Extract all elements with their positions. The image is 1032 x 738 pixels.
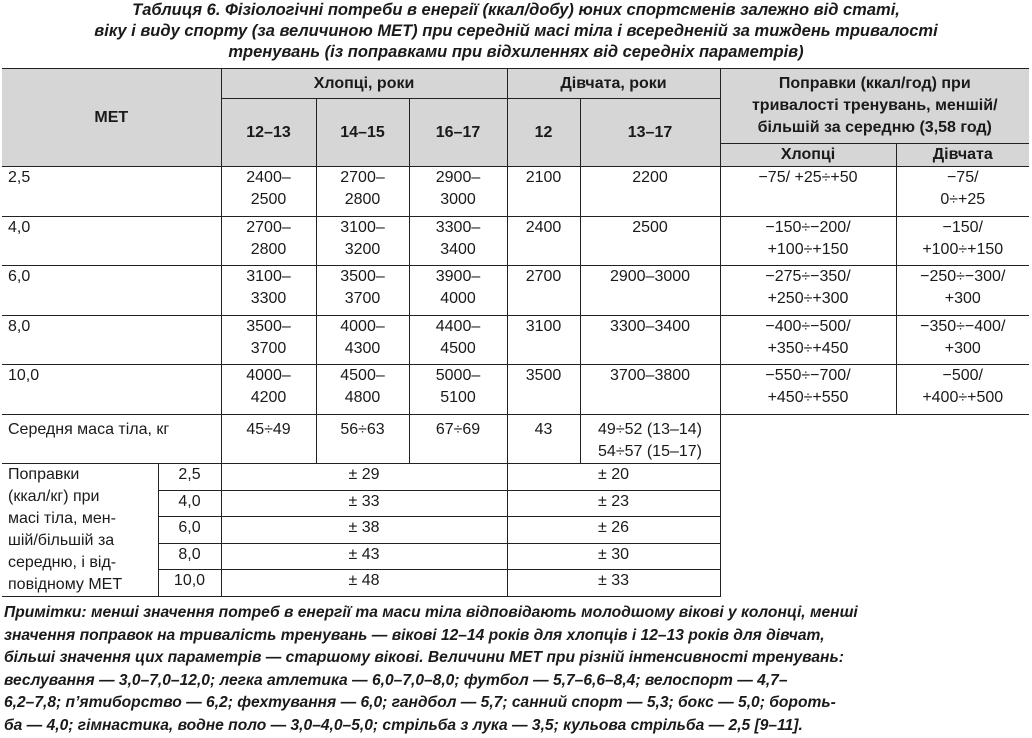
- boys-14-15-value: 4500– 4800: [316, 365, 409, 415]
- header-corrections-line-2: тривалості тренувань, меншій/: [751, 97, 998, 114]
- corr-girls-value: −350÷−400/ +300: [896, 316, 1029, 365]
- mass-label: Середня маса тіла, кг: [2, 415, 221, 464]
- kg-corr-boys: ± 43: [221, 544, 507, 570]
- header-boys: Хлопці, роки: [221, 69, 507, 99]
- header-girls-13-17: 13–17: [580, 99, 720, 167]
- table-row: [2, 167, 1029, 217]
- met-value: 4,0: [2, 217, 221, 266]
- kg-corr-met: 6,0: [158, 516, 221, 543]
- corr-girls-value: −150/ +100÷+150: [896, 217, 1029, 266]
- kg-corr-girls: ± 26: [507, 516, 720, 543]
- header-corr-boys: Хлопці: [720, 144, 896, 167]
- met-value: 6,0: [2, 266, 221, 316]
- corr-girls-value: −75/ 0÷+25: [896, 167, 1029, 217]
- mass-boys-14-15: 56÷63: [316, 415, 409, 464]
- kg-corr-met: 8,0: [158, 544, 221, 570]
- boys-12-13-value: 3100– 3300: [221, 266, 316, 316]
- corr-boys-value: −275÷−350/ +250÷+300: [720, 266, 896, 316]
- corr-boys-value: −75/ +25÷+50: [720, 167, 896, 217]
- table-row: [2, 266, 1029, 316]
- header-corrections-line-3: більшій за середню (3,58 год): [757, 119, 992, 136]
- kg-corr-label: Поправки (ккал/кг) при масі тіла, мен- шій/більшій за середню, і від- повідному МЕТ: [2, 464, 158, 597]
- met-value: 10,0: [2, 365, 221, 415]
- corr-boys-value: −150÷−200/ +100÷+150: [720, 217, 896, 266]
- notes-line-4: веслування — 3,0–7,0–12,0; легка атлетика — 6,0–7,0–8,0; футбол — 5,7–6,6–8,4; велоспорт — 4,7–: [4, 671, 788, 689]
- boys-12-13-value: 3500– 3700: [221, 316, 316, 365]
- notes-line-1: Примітки: менші значення потреб в енергії та маси тіла відповідають молодшому вікові у колонці, менші: [4, 604, 858, 621]
- kg-corr-boys: ± 33: [221, 491, 507, 517]
- boys-14-15-value: 4000– 4300: [316, 316, 409, 365]
- table-row: [2, 365, 1029, 415]
- girls-13-17-value: 3700–3800: [580, 365, 720, 415]
- kg-corr-met: 2,5: [158, 464, 221, 491]
- mass-boys-12-13: 45÷49: [221, 415, 316, 464]
- girls-13-17-value: 2500: [580, 217, 720, 266]
- empty-area: [720, 415, 1029, 597]
- met-value: 8,0: [2, 316, 221, 365]
- kg-corr-boys: ± 38: [221, 516, 507, 543]
- mass-girls-13-17: 49÷52 (13–14) 54÷57 (15–17): [580, 415, 720, 464]
- header-girls-12: 12: [507, 99, 580, 167]
- notes-line-6: ба — 4,0; гімнастика, водне поло — 3,0–4,0–5,0; стрільба з лука — 3,5; кульова стрільба — 2,5 [9–11].: [4, 716, 803, 734]
- kg-corr-girls: ± 20: [507, 464, 720, 491]
- corr-boys-value: −400÷−500/ +350÷+450: [720, 316, 896, 365]
- girls-12-value: 3500: [507, 365, 580, 415]
- mass-row: [2, 415, 1029, 464]
- kg-corr-girls: ± 30: [507, 544, 720, 570]
- boys-14-15-value: 2700– 2800: [316, 167, 409, 217]
- kg-corr-boys: ± 48: [221, 569, 507, 596]
- girls-13-17-value: 2200: [580, 167, 720, 217]
- table-row: [2, 316, 1029, 365]
- notes-line-2: значення поправок на тривалість тренувань — вікові 12–14 років для хлопців і 12–13 років для дівчат,: [4, 626, 825, 644]
- boys-14-15-value: 3100– 3200: [316, 217, 409, 266]
- notes-line-3: більші значення цих параметрів — старшому вікові. Величини МЕТ при різній інтенсивності тренувань:: [4, 649, 844, 667]
- kg-corr-met: 10,0: [158, 569, 221, 596]
- boys-12-13-value: 2700– 2800: [221, 217, 316, 266]
- kg-corr-met: 4,0: [158, 491, 221, 517]
- met-value: 2,5: [2, 167, 221, 217]
- boys-12-13-value: 2400– 2500: [221, 167, 316, 217]
- girls-12-value: 2400: [507, 217, 580, 266]
- girls-13-17-value: 3300–3400: [580, 316, 720, 365]
- notes-line-5: 6,2–7,8; п’ятиборство — 6,2; фехтування — 6,0; гандбол — 5,7; санний спорт — 5,3; бокс — 5,0; бороть-: [4, 694, 836, 712]
- girls-12-value: 2100: [507, 167, 580, 217]
- kg-corr-boys: ± 29: [221, 464, 507, 491]
- corr-girls-value: −250÷−300/ +300: [896, 266, 1029, 316]
- kg-corr-girls: ± 23: [507, 491, 720, 517]
- table-row: [2, 217, 1029, 266]
- title-line-2: віку і виду спорту (за величиною МЕТ) при середній масі тіла і всередненій за тиждень тривалості: [94, 22, 938, 40]
- energy-table: [2, 68, 1029, 597]
- mass-boys-16-17: 67÷69: [409, 415, 507, 464]
- table-title: [0, 0, 1032, 63]
- mass-girls-12: 43: [507, 415, 580, 464]
- corr-girls-value: −500/ +400÷+500: [896, 365, 1029, 415]
- header-corrections-line-1: Поправки (ккал/год) при: [778, 75, 971, 92]
- corr-boys-value: −550÷−700/ +450÷+550: [720, 365, 896, 415]
- header-corr-girls: Дівчата: [896, 144, 1029, 167]
- title-line-3: тренувань (із поправками при відхиленнях від середніх параметрів): [228, 43, 804, 61]
- boys-16-17-value: 2900– 3000: [409, 167, 507, 217]
- header-girls: Дівчата, роки: [507, 69, 720, 99]
- boys-14-15-value: 3500– 3700: [316, 266, 409, 316]
- header-boys-12-13: 12–13: [221, 99, 316, 167]
- header-boys-16-17: 16–17: [409, 99, 507, 167]
- boys-12-13-value: 4000– 4200: [221, 365, 316, 415]
- boys-16-17-value: 3300– 3400: [409, 217, 507, 266]
- header-met: МЕТ: [2, 69, 221, 167]
- boys-16-17-value: 5000– 5100: [409, 365, 507, 415]
- header-boys-14-15: 14–15: [316, 99, 409, 167]
- girls-12-value: 3100: [507, 316, 580, 365]
- boys-16-17-value: 3900– 4000: [409, 266, 507, 316]
- kg-corr-girls: ± 33: [507, 569, 720, 596]
- girls-13-17-value: 2900–3000: [580, 266, 720, 316]
- title-line-1: Таблиця 6. Фізіологічні потреби в енергії (ккал/добу) юних спортсменів залежно від статі,: [132, 1, 900, 19]
- boys-16-17-value: 4400– 4500: [409, 316, 507, 365]
- header-corrections: [720, 69, 1029, 144]
- table-notes: [4, 602, 1028, 738]
- girls-12-value: 2700: [507, 266, 580, 316]
